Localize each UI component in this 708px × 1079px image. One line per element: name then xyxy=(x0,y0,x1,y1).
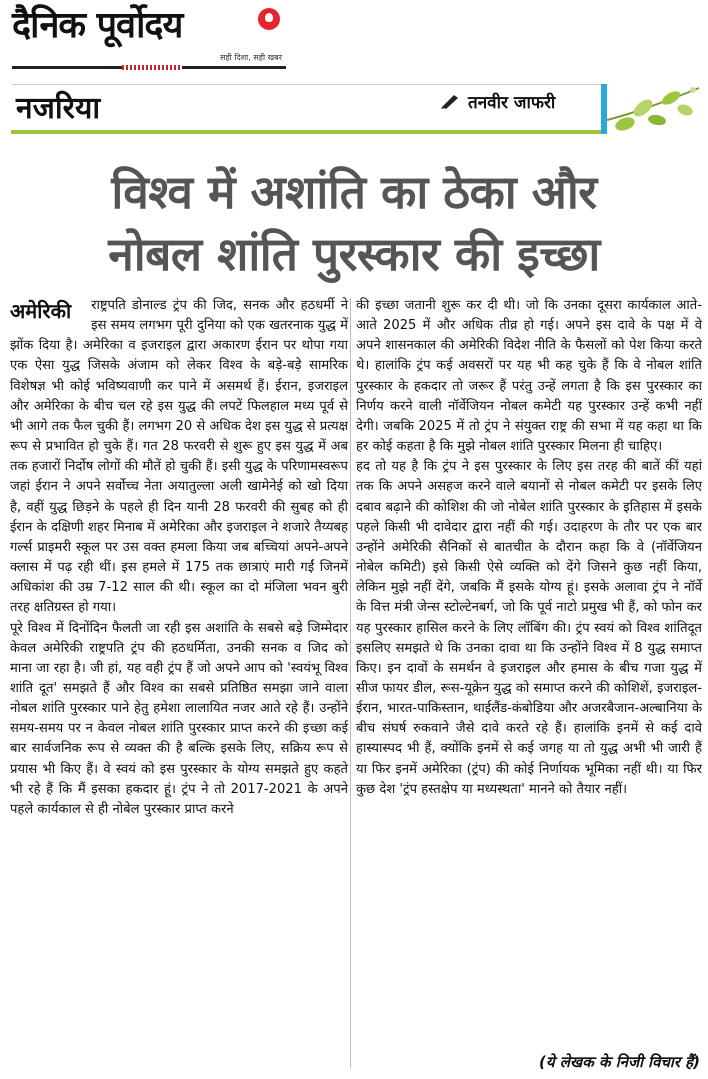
newspaper-tagline: सही दिशा, सही खबर xyxy=(220,53,282,62)
paragraph: की इच्छा जतानी शुरू कर दी थी। जो कि उनका दूसरा कार्यकाल आते-आते 2025 में और अधिक तीव्र हो गई। अपने इस दावे के पक्ष में वे अपने शासनकाल की अमेरिकी विदेश नीति के फैसलों को पेश किया करते थे। हालांकि ट्रंप कई अवसरों पर यह भी कह चुके हैं कि वे नोबल शांति पुरस्कार के हकदार तो जरूर हैं परंतु उन्हें लगता है कि इस पुरस्कार का निर्णय करने वाली नॉर्वेजियन नोबल कमेटी यह पुरस्कार उन्हें कभी नहीं देगी। जबकि 2025 में तो ट्रंप ने संयुक्त राष्ट्र की सभा में यह कहा था कि हर कोई कहता है कि मुझे नोबल शांति पुरस्कार मिलना ही चाहिए। xyxy=(356,298,702,455)
newspaper-name: दैनिक पूर्वोदय xyxy=(12,4,183,46)
masthead xyxy=(12,2,286,70)
column-divider xyxy=(350,298,351,1068)
headline-line-1: विश्व में अशांति का ठेका और xyxy=(111,165,597,219)
author-name: तनवीर जाफरी xyxy=(468,93,556,113)
dropcap-word: अमेरिकी xyxy=(10,299,72,323)
paragraph: हद तो यह है कि ट्रंप ने इस पुरस्कार के लिए इस तरह की बातें कीं यहां तक कि अपने असहज करने वाले बयानों से नोबल कमेटी पर इसके लिए दबाव बढ़ाने की कोशिश की जो नोबेल शांति पुरस्कार के इतिहास में इसके पहले किसी भी दावेदार द्वारा नहीं की गई। उदाहरण के तौर पर एक बार उन्होंने अमेरिकी सैनिकों से बातचीत के दौरान कहा कि वे (नॉर्वेजियन नोबेल कमिटी) इसे किसी ऐसे व्यक्ति को देंगे जिसने कुछ नहीं किया, लेकिन मुझे नहीं देंगे, जबकि मैं इसके योग्य हूं। इसके अलावा ट्रंप ने नॉर्वे के वित्त मंत्री जेन्स स्टोल्टेनबर्ग, जो कि पूर्व नाटो प्रमुख भी हैं, को फोन कर यह पुरस्कार हासिल करने के लिए लॉबिंग की। ट्रंप स्वयं को विश्व शांतिदूत इसलिए समझते थे कि उनका दावा था कि उन्होंने विश्व में 8 युद्ध समाप्त किए। इन दावों के समर्थन वे इजराइल और हमास के बीच गजा युद्ध में सीज फायर डील, रूस-यूक्रेन युद्ध को समाप्त करने की कोशिशें, इजराइल-ईरान, भारत-पाकिस्तान, थाईलैंड-कंबोडिया और अजरबैजान-अल्बानिया के बीच संघर्ष रुकवाने जैसे दावे करते रहे हैं। हालांकि इनमें से कई दावे हास्यास्पद भी हैं, क्योंकि इनमें से कई जगह या तो युद्ध अभी भी जारी हैं या फिर इनमें अमेरिका (ट्रंप) की कोई निर्णायक भूमिका नहीं थी। या फिर कुछ देश 'ट्रंप हस्तक्षेप या मध्यस्थता' मानने को तैयार नहीं। xyxy=(356,459,702,797)
paragraph-text: राष्ट्रपति डोनाल्ड ट्रंप की जिद, सनक और हठधर्मी ने इस समय लगभग पूरी दुनिया को एक खतरनाक युद्ध में झोंक दिया है। अमेरिका व इजराइल द्वारा अकारण ईरान पर थोपा गया एक ऐसा युद्ध जिसके अंजाम को लेकर विश्व के बड़े-बड़े सामरिक विशेषज्ञ भी कोई भविष्यवाणी कर पाने में असमर्थ हैं। ईरान, इजराइल और अमेरिका के बीच चल रहे इस युद्ध की लपटें फिलहाल मध्य पूर्व से भी आगे तक फैल चुकी हैं। लगभग 20 से अधिक देश इस युद्ध से प्रत्यक्ष रूप से प्रभावित हो चुके हैं। गत 28 फरवरी से शुरू हुए इस युद्ध में अब तक हजारों निर्दोष लोगों की मौतें हो चुकी हैं। इसी युद्ध के परिणामस्वरूप जहां ईरान ने अपने सर्वोच्च नेता अयातुल्ला अली खामेनेई को खो दिया है, वहीं युद्ध छिड़ने के पहले ही दिन यानी 28 फरवरी की सुबह को ही ईरान के दक्षिणी शहर मिनाब में अमेरिका और इजराइल ने शजारे तैय्यबह गर्ल्स प्राइमरी स्कूल पर उस वक्त हमला किया जब बच्चियां अपने-अपने क्लास में पढ़ रही थीं। इस हमले में 175 तक छात्राएं मारी गईं जिनमें अधिकांश की उम्र 7-12 साल की थी। स्कूल का दो मंजिला भवन बुरी तरह क्षतिग्रस्त हो गया। xyxy=(10,298,348,616)
leaves-icon xyxy=(605,80,701,134)
sun-logo-icon xyxy=(258,8,280,30)
pen-icon xyxy=(440,92,462,110)
section-title: नजरिया xyxy=(16,91,101,126)
headline-line-2: नोबल शांति पुरस्कार की इच्छा xyxy=(108,227,600,281)
article-column-right xyxy=(356,296,702,800)
masthead-rule xyxy=(12,66,286,69)
article-column-left xyxy=(10,296,348,820)
paragraph xyxy=(10,296,348,619)
paragraph: पूरे विश्व में दिनोंदिन फैलती जा रही इस अशांति के सबसे बड़े जिम्मेदार केवल अमेरिकी राष्ट्रपति ट्रंप की हठधर्मिता, उनकी सनक व जिद को माना जा रहा है। जी हां, यह वही ट्रंप हैं जो अपने आप को 'स्वयंभू विश्व शांति दूत' समझते हैं और विश्व का सबसे प्रतिष्ठित समझा जाने वाला नोबल शांति पुरस्कार पाने हेतु हमेशा लालायित नजर आते रहे हैं। उन्होंने समय-समय पर न केवल नोबल शांति पुरस्कार प्राप्त करने की इच्छा कई बार सार्वजनिक रूप से व्यक्त की है बल्कि इसके लिए, सक्रिय रूप से प्रयास भी किए हैं। वे स्वयं को इस पुरस्कार के योग्य समझते हुए कहते भी रहे हैं कि मैं इसका हकदार हूं। ट्रंप ने तो 2017-2021 के अपने पहले कार्यकाल से ही नोबेल पुरस्कार प्राप्त करने xyxy=(10,620,348,817)
author-disclaimer: (ये लेखक के निजी विचार हैं) xyxy=(539,1053,700,1071)
